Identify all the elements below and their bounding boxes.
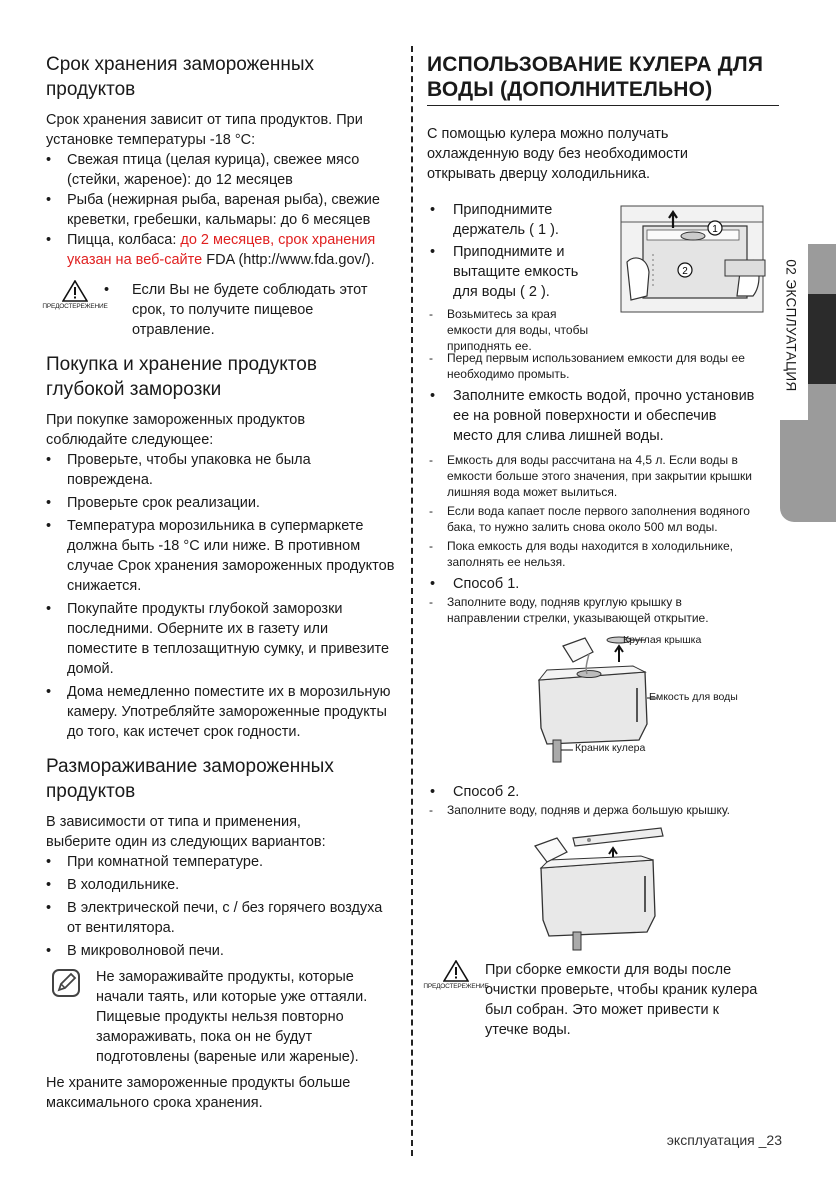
list-item: • Дома немедленно поместите их в морозильную камеру. Употребляйте замороженные продукты до того, как истечет срок годности. xyxy=(46,682,396,742)
warning-block xyxy=(423,960,779,1040)
left-column xyxy=(42,52,396,1113)
list-item: • Проверьте, чтобы упаковка не была повреждена. xyxy=(46,450,396,490)
list-item: • В электрической печи, с / без горячего воздуха от вентилятора. xyxy=(46,898,396,938)
note-text: Не замораживайте продукты, которые начали таять, или которые уже оттаяли. Пищевые продукты нельзя повторно замораживать, пока он не будут подготовлены (вареные или жареные). xyxy=(96,969,368,1065)
thaw-list xyxy=(46,852,396,961)
method-1-desc: - Заполните воду, подняв круглую крышку в направлении стрелки, указывающей открытие. xyxy=(427,594,757,626)
storage-heading: Срок хранения замороженных продуктов xyxy=(46,54,315,100)
label-water-container: Емкость для воды xyxy=(649,691,738,703)
closing-text: Не храните замороженные продукты больше максимального срока хранения. xyxy=(46,1075,351,1111)
storage-intro: Срок хранения зависит от типа продуктов. При установке температуры -18 °C: xyxy=(46,112,363,148)
thaw-heading: Размораживание замороженных продуктов xyxy=(46,756,334,802)
chapter-tab-marker xyxy=(806,294,836,384)
method-2-desc: - Заполните воду, подняв и держа большую крышку. xyxy=(427,802,779,818)
callout-1: 1 xyxy=(712,224,718,235)
method-2-figure xyxy=(427,824,779,958)
step-1: • Приподнимите держатель ( 1 ). xyxy=(427,200,597,240)
callout-2: 2 xyxy=(682,266,688,277)
cooler-intro: С помощью кулера можно получать охлажденную воду без необходимости открывать дверцу холодильника. xyxy=(427,126,689,182)
list-item: • Покупайте продукты глубокой заморозки последними. Оберните их в газету или поместите в теплозащитную сумку, и привезите домой. xyxy=(46,599,396,679)
purchase-list xyxy=(46,450,396,742)
note-block xyxy=(46,967,396,1067)
list-item: • Рыба (нежирная рыба, вареная рыба), свежие креветки, гребешки, кальмары: до 6 месяцев xyxy=(46,190,396,230)
list-item: • В холодильнике. xyxy=(46,875,396,895)
wash-note: - Перед первым использованием емкости для воды ее необходимо промыть. xyxy=(427,350,779,382)
list-item: - Пока емкость для воды находится в холодильнике, заполнять ее нельзя. xyxy=(427,538,782,570)
page-number: _23 xyxy=(758,1132,782,1148)
list-item: • В микроволновой печи. xyxy=(46,941,396,961)
list-item: - Емкость для воды рассчитана на 4,5 л. Если воды в емкости больше этого значения, при закрытии крышки лишняя вода может вылиться. xyxy=(427,452,767,500)
step-hint: - Возьмитесь за края емкости для воды, чтобы приподнять ее. xyxy=(427,306,602,354)
step-block xyxy=(427,200,779,353)
list-item: • Пицца, колбаса: до 2 месяцев, срок хранения указан на веб-сайте FDA (http://www.fda.gov/). xyxy=(46,230,396,270)
warning-text: • Если Вы не будете соблюдать этот срок, то получите пищевое отравление. xyxy=(104,280,396,340)
fill-notes xyxy=(427,452,779,570)
method-1-heading: • Способ 1. xyxy=(427,574,779,594)
caution-icon xyxy=(423,960,489,990)
fridge-cooler-illustration xyxy=(613,200,773,316)
storage-term-highlight: до 2 месяцев, срок хранения указан на веб-сайте xyxy=(67,232,376,268)
list-item: - Если вода капает после первого заполнения водяного бака, то нужно залить снова около 500 мл воды. xyxy=(427,503,767,535)
list-item: • Проверьте срок реализации. xyxy=(46,493,396,513)
column-divider xyxy=(411,46,413,1156)
thaw-intro: В зависимости от типа и применения, выберите один из следующих вариантов: xyxy=(46,814,326,850)
purchase-heading: Покупка и хранение продуктов глубокой заморозки xyxy=(46,354,317,400)
fill-instruction: • Заполните емкость водой, прочно установив ее на ровной поверхности и обеспечив место для слива лишней воды. xyxy=(427,386,757,446)
purchase-intro: При покупке замороженных продуктов соблюдайте следующее: xyxy=(46,412,306,448)
method-1-figure xyxy=(427,632,779,782)
footer-section: эксплуатация xyxy=(666,1132,755,1148)
caution-icon xyxy=(42,280,108,310)
note-icon xyxy=(46,967,96,1067)
caution-label: ПРЕДОСТЕРЕЖЕНИЕ xyxy=(423,983,489,990)
list-item: • При комнатной температуре. xyxy=(46,852,396,872)
list-item: • Свежая птица (целая курица), свежее мясо (стейки, жареное): до 12 месяцев xyxy=(46,150,396,190)
right-column xyxy=(423,52,779,1040)
warning-text: При сборке емкости для воды после очистки проверьте, чтобы краник кулера был собран. Это может привести к утечке воды. xyxy=(485,962,758,1038)
page-footer xyxy=(667,1132,782,1148)
chapter-tab-label: 02 ЭКСПЛУАТАЦИЯ xyxy=(783,258,799,392)
section-title: ИСПОЛЬЗОВАНИЕ КУЛЕРА ДЛЯ ВОДЫ (ДОПОЛНИТЕЛЬНО) xyxy=(427,52,779,106)
list-item: • Температура морозильника в супермаркете должна быть -18 °C или ниже. В противном случае Срок хранения замороженных продуктов снижается. xyxy=(46,516,396,596)
method-2-heading: • Способ 2. xyxy=(427,782,779,802)
step-2: • Приподнимите и вытащите емкость для воды ( 2 ). xyxy=(427,242,597,302)
water-tank-large-lid-illustration xyxy=(527,824,667,952)
storage-list xyxy=(46,150,396,270)
label-cooler-tap: Краник кулера xyxy=(575,742,646,754)
caution-label: ПРЕДОСТЕРЕЖЕНИЕ xyxy=(42,303,108,310)
warning-block xyxy=(42,280,396,340)
label-round-cap: Круглая крышка xyxy=(623,634,702,646)
